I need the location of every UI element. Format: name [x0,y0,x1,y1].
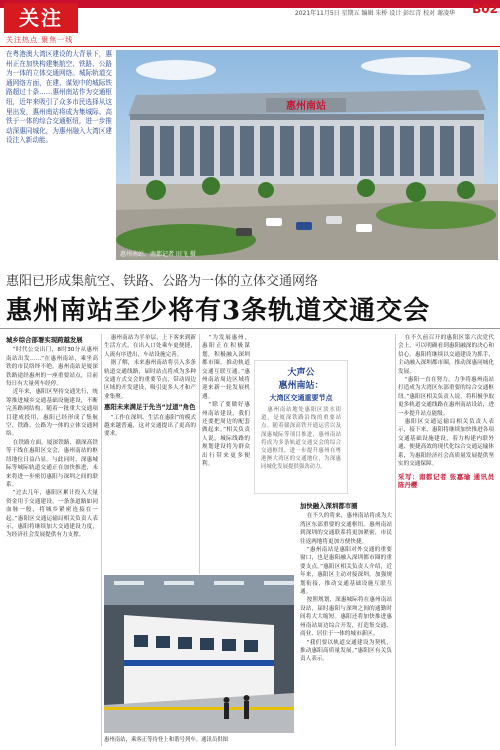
main-photo-caption: 惠州南站。南都记者 田飞 摄 [120,251,196,258]
article-column-2 [104,334,196,530]
byline: 采写：南都记者 张嘉瑜 通讯员 陈丹樱 [398,472,494,489]
paragraph: 近年来，惠阳区坚持交通先行，统筹推进城乡交通基础设施建设，不断完善路网结构。随着一批重大交通项目建成投用，惠阳已经形成了集航空、铁路、公路为一体的立体交通网络。 [6,389,98,438]
column-1-title: 城乡综合部署实现跨越发展 [6,336,83,344]
train-photo-graphic [104,575,294,733]
paragraph: 惠阳区交通运输局相关负责人表示，接下来，惠阳将继续加快推进各项交通基础设施建设，着力构建内联外通、便捷高效的现代化综合交通运输体系，为惠阳经济社会高质量发展提供坚实的交通保障。 [398,419,494,468]
headline-rule [0,328,500,329]
headline: 惠州南站至少将有3条轨道交通交会 [6,296,431,326]
sidebox-title: 惠州南站： [278,381,324,391]
article-column-1 [6,334,98,746]
section-subtitle: 关注热点 聚焦一线 [6,36,74,44]
paragraph: 在不久的将来，惠州南站将成为大湾区东部重要的交通枢纽。惠州南站到深圳的交通联系将更加紧密，市民往返两地将更加方便快捷。 [300,513,392,545]
column-divider [199,334,200,574]
paragraph: “工作在深圳、生活在惠阳”的模式越来越普遍，这对交通提出了更高的要求。 [104,414,196,438]
header-divider [0,46,500,47]
paragraph: “为发展惠州，惠阳正在积极谋划，积极融入深圳都市圈，推动轨道交通互联互通。”惠州南站周边区域将迎来新一轮发展机遇。 [202,335,250,400]
paragraph: “我们要以轨道交通建设为契机，推动惠阳高质量发展。”惠阳区有关负责人表示。 [300,639,392,663]
paragraph: “除了要做好惠州南站建设，我们还要把周边的配套做起来。”相关负责人说，城际线路的规划建设将为群众出行带来更多便利。 [202,402,250,468]
paragraph: 在铁路方面，厦深铁路、赣深高铁等干线在惠阳区交会，惠州南站的枢纽地位日益凸显。与此同时，深惠城际等城际轨道交通正在加快推进，未来将进一步密切惠阳与深圳之间的联系。 [6,439,98,488]
column-divider [395,334,396,746]
article-column-3 [202,334,250,530]
main-photo [116,50,498,260]
sidebox-body: 惠州南站地处惠阳区淡水街道，是厦深铁路沿线的重要站点。随着赣深高铁开通运营以及深惠城际等项目推进，惠州南站将成为多条轨道交通交会的综合交通枢纽，进一步提升惠州在粤港澳大湾区的交通地位，为深惠同城化发展提供强劲动力。 [261,407,341,471]
station-photo-graphic [116,50,498,260]
paragraph: “时代公交出门，8时30分从惠州南站出发……”在惠州南站，乘坐高铁的市民络绎不绝。惠州南站是厦深铁路途经惠州的一座重要站点，目前每日有大量列车经停。 [6,347,98,388]
sidebox-kicker: 大声公 [287,368,315,378]
column-4-title: 加快融入深圳都市圈 [300,502,358,510]
article-column-5 [398,334,494,746]
paragraph: 按照规划，深惠城际将在惠州南站设站，届时惠阳与深圳之间的通勤时间将大大缩短。惠阳还将加快推进惠州南站周边综合开发，打造集交通、商业、居住于一体的城市新区。 [300,597,392,638]
paragraph: 在不久前召开的惠阳区第六次党代会上，可以明确看到惠阳融深的决心和信心。惠阳将继续以交通建设为抓手，主动融入深圳都市圈，推动深惠同城化发展。 [398,335,494,375]
subheadline: 惠阳已形成集航空、铁路、公路为一体的立体交通网络 [6,274,319,289]
sidebar-box [254,360,348,494]
paragraph: “惠阳一直在努力，力争将惠州南站打造成为大湾区东部重要的综合交通枢纽。”惠阳区相关负责人说，将积极争取更多轨道交通线路在惠州南站设站，进一步提升站点能级。 [398,377,494,417]
lead-paragraph: 在粤港澳大湾区建设的大背景下，惠州正在加快构建集航空、铁路、公路为一体的立体交通网络。城际轨道交通网络方面，在建、谋划中的城际铁路超过十条……惠州南站作为交通枢纽，近年来吸引了众多市民选择从这里出发，惠州南站将成为集城际、高铁于一体的综合交通枢纽，进一步推动深惠同城化，为惠州融入大湾区建设注入新动能。 [6,50,112,145]
sidebox-heading: 大湾区交通重要节点 [269,394,333,402]
section-title: 关注 [4,3,78,33]
page-number: B02 [472,2,498,16]
train-photo [104,575,294,733]
paragraph: 惠州南站为半单层、上下客来到新生活方式。在出入口处乘车更便捷，人流有序进出，车站设施完善。 [104,335,196,358]
column-divider [101,334,102,746]
station-sign: 惠州南站 [286,101,326,112]
train-photo-caption: 惠州南站，乘客正等待登上和谐号列车。通讯员供图 [104,737,228,743]
header-meta: 2021年11月5日 星期五 编辑 朱桥 设计 彭红青 校对 谢凌华 [294,10,455,17]
paragraph: “惠州南站是惠阳对外交通的重要窗口，也是惠阳融入深圳都市圈的重要支点。”惠阳区相关负责人介绍，近年来，惠阳区主动对接深圳，加强规划衔接，推动交通基础设施互联互通。 [300,547,392,596]
article-column-4 [300,500,392,746]
paragraph: “过去几年，惠阳区累计投入大量资金用于交通建设，一条条道路如同血脉一般，将城乡紧密连接在一起。”惠阳区交通运输局相关负责人表示，惠阳将继续加大交通建设力度，为经济社会发展提供有力支撑。 [6,490,98,539]
column-2-title: 惠阳未来满足于先当“过道”角色 [104,403,196,412]
paragraph: 据了解，未来惠州南站将引入多条轨道交通线路，届时站点将成为多种交通方式交会的重要节点，带动周边区域的开发建设，吸引更多人才和产业集聚。 [104,360,196,400]
